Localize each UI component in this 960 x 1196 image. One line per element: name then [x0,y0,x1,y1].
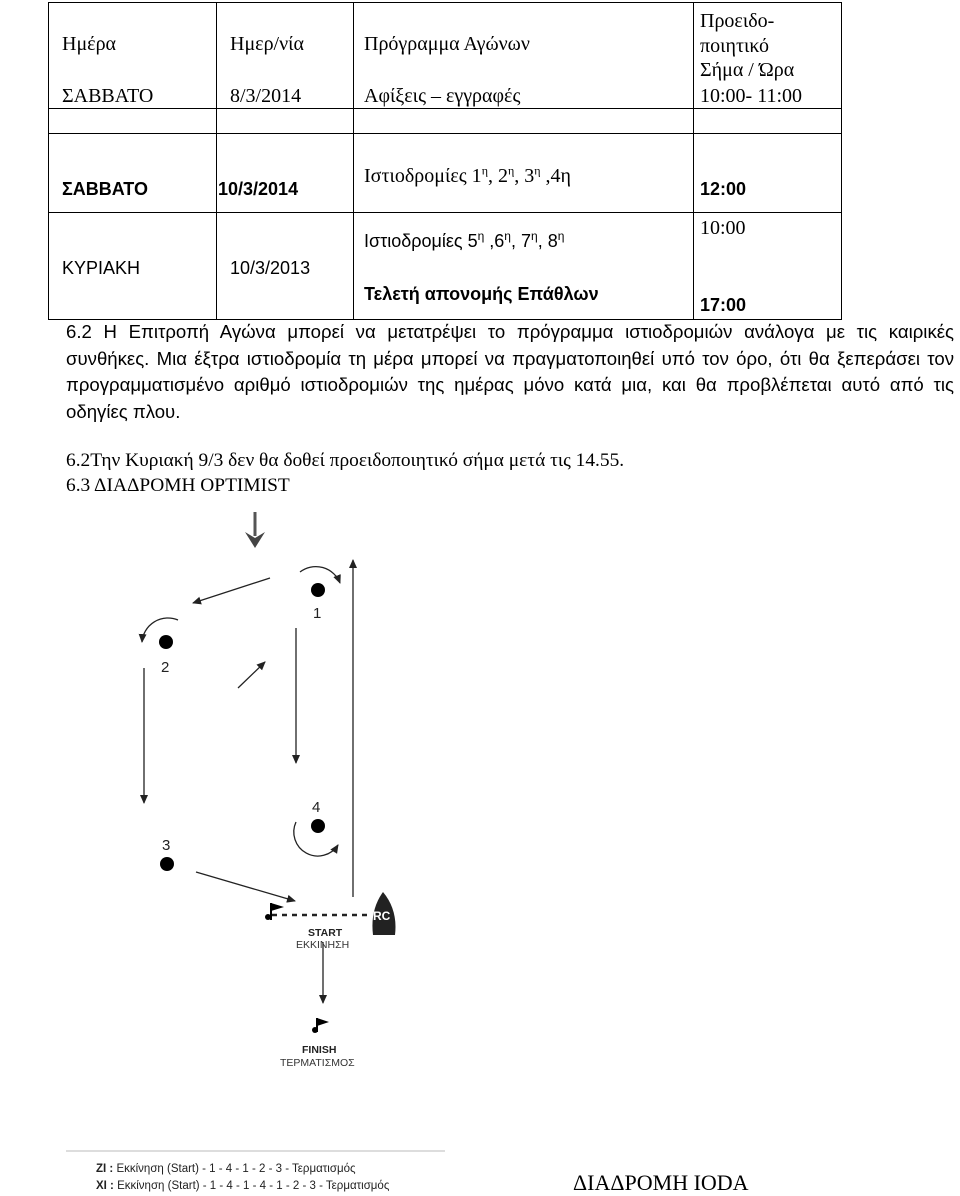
row1-program: Αφίξεις – εγγραφές [364,85,521,107]
row2-date: 10/3/2014 [218,179,299,199]
row1-time: 10:00- 11:00 [700,85,803,107]
mark-1-rounding-arrow [300,567,340,583]
mark-3-buoy [160,857,174,871]
header-date: Ημερ/νία [230,33,305,55]
course-title-ioda: ΔΙΑΔΡΟΜΗ IODA [573,1170,749,1195]
row3-time-2: 17:00 [700,295,747,315]
legend-zi: ZI : Εκκίνηση (Start) - 1 - 4 - 1 - 2 - 3 - Τερματισμός [96,1163,356,1175]
header-day: Ημέρα [62,33,117,55]
header-signal-1: Προειδο- [700,10,775,32]
mark-1-buoy [311,583,325,597]
finish-label-greek: ΤΕΡΜΑΤΙΣΜΟΣ [280,1057,355,1069]
mark-2-buoy [159,635,173,649]
row3-time-1: 10:00 [700,217,746,239]
committee-boat-icon [372,892,395,935]
wind-arrow-icon [245,512,265,548]
row1-date: 8/3/2014 [230,85,302,107]
start-flag-icon [265,903,284,920]
finish-flag-icon [312,1018,329,1033]
paragraph-6-2: 6.2 Η Επιτροπή Αγώνα μπορεί να μετατρέψει το πρόγραμμα ιστιοδρομιών ανάλογα με τις καιρικές συνθήκες. Μια έξτρα ιστιοδρομία τη μέρα μπορεί να πραγματοποιηθεί υπό τον όρο, ότι θα ξεπεράσει τον προγραμματισμένο αριθμό ιστιοδρομιών της ημέρας μόνο κατά μια, και θα προβλέπεται αυτό από τις οδηγίες πλου. [66,321,954,422]
start-label: START [308,927,343,939]
row2-time: 12:00 [700,179,747,199]
leg-1-to-2 [193,578,270,603]
row1-day: ΣΑΒΒΑΤΟ [62,85,154,107]
start-label-greek: ΕΚΚΙΝΗΣΗ [296,939,350,951]
header-signal-3: Σήμα / Ώρα [700,59,795,81]
row2-day: ΣΑΒΒΑΤΟ [62,179,148,199]
header-program: Πρόγραμμα Αγώνων [364,33,530,55]
mark-4-label: 4 [312,799,321,816]
row3-day: ΚΥΡΙΑΚΗ [62,258,141,278]
row3-date: 10/3/2013 [230,258,311,278]
mark-1-label: 1 [313,605,322,622]
rc-label: RC [373,909,391,923]
leg-4-to-1 [238,662,265,688]
leg-3-to-finish [196,872,295,901]
header-signal-2: ποιητικό [700,35,769,57]
row3-ceremony: Τελετή απονομής Επάθλων [364,284,599,304]
course-title-optimist: 6.3 ΔΙΑΔΡΟΜΗ OPTIMIST [66,475,290,496]
mark-4-buoy [311,819,325,833]
finish-label: FINISH [302,1044,337,1056]
sunday-note: 6.2Την Κυριακή 9/3 δεν θα δοθεί προειδοποιητικό σήμα μετά τις 14.55. [66,450,625,471]
row2-program: Ιστιοδρομίες $1^\eta$, $2^\eta$, $3^\eta$ ,4η [364,163,571,187]
mark-2-label: 2 [161,659,170,676]
legend-xi: XI : Εκκίνηση (Start) - 1 - 4 - 1 - 4 - 1 - 2 - 3 - Τερματισμός [96,1180,390,1192]
row3-program: Ιστιοδρομίες $5^\eta$ $,6^\eta$, $7^\eta$, $8^\eta$ [364,229,565,251]
mark-3-label: 3 [162,837,171,854]
